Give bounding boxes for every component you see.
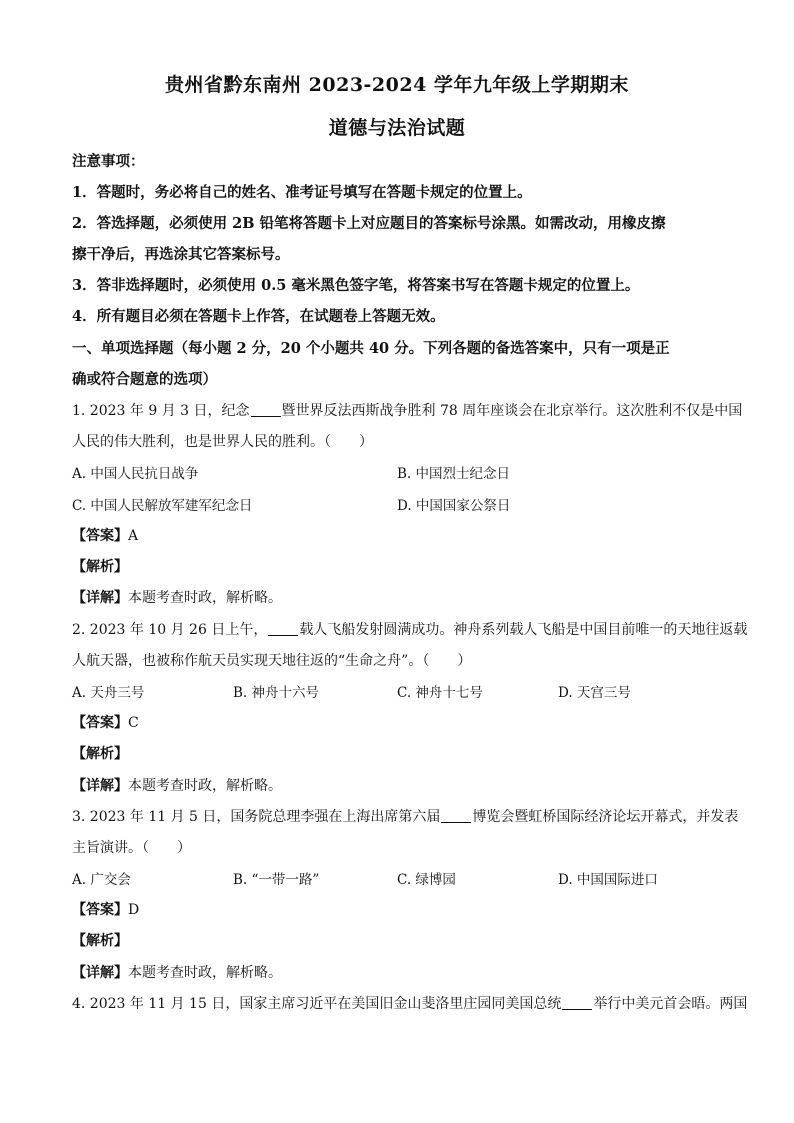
exam-subtitle: 道德与法治试题: [328, 117, 466, 139]
question-1-detail: [72, 587, 727, 607]
question-3-stem-pre: 3. 2023 年 11 月 5 日，国务院总理李强在上海出席第六届: [72, 809, 441, 825]
exam-title: 贵州省黔东南州 2023-2024 学年九年级上学期期末: [165, 74, 629, 96]
question-4-blank: [562, 995, 592, 1010]
question-3-option-d: D. 中国国际进口: [558, 872, 658, 888]
question-3-analysis: 【解析】: [72, 933, 128, 949]
question-2-option-d: D. 天宫三号: [558, 685, 631, 701]
question-1-option-b: B. 中国烈士纪念日: [397, 466, 511, 482]
notice-item-2-cont: 擦干净后，再选涂其它答案标号。: [72, 246, 290, 263]
question-1-answer: [72, 525, 727, 545]
question-2-stem-cont: 人航天器，也被称作航天员实现天地往返的“生命之舟”。（ ）: [72, 653, 472, 669]
question-3-blank: [441, 808, 471, 823]
question-1-stem: [72, 400, 743, 420]
answer-tag: 【答案】: [72, 715, 128, 731]
question-3-detail: [72, 962, 727, 982]
question-1-stem-cont: 人民的伟大胜利，也是世界人民的胜利。（ ）: [72, 434, 373, 450]
answer-tag: 【答案】: [72, 902, 128, 918]
question-1-option-c: C. 中国人民解放军建军纪念日: [72, 498, 253, 514]
detail-tag: 【详解】: [72, 965, 128, 981]
question-2-detail: [72, 775, 727, 795]
question-3-stem: [72, 806, 739, 826]
answer-tag: 【答案】: [72, 528, 128, 544]
question-2-answer: [72, 712, 727, 732]
question-1-option-d: D. 中国国家公祭日: [397, 498, 511, 514]
question-1-analysis: 【解析】: [72, 559, 128, 575]
question-1-stem-pre: 1. 2023 年 9 月 3 日，纪念: [72, 403, 250, 419]
notice-item-2: 2．答选择题，必须使用 2B 铅笔将答题卡上对应题目的答案标号涂黑。如需改动，用橡皮擦: [72, 215, 666, 232]
question-3-option-c: C. 绿博园: [397, 872, 456, 888]
question-2-option-b: B. 神舟十六号: [233, 685, 320, 701]
section-heading-cont: 确或符合题意的选项）: [72, 371, 217, 388]
question-3-detail-text: 本题考查时政，解析略。: [128, 965, 282, 981]
notice-heading: 注意事项：: [72, 153, 145, 170]
question-2-detail-text: 本题考查时政，解析略。: [128, 778, 282, 794]
question-4-stem-post: 举行中美元首会晤。两国: [593, 996, 748, 1012]
notice-item-3: 3．答非选择题时，必须使用 0.5 毫米黑色签字笔，将答案书写在答题卡规定的位置上。: [72, 277, 640, 294]
question-3-stem-cont: 主旨演讲。（ ）: [72, 840, 191, 856]
question-3-stem-post: 博览会暨虹桥国际经济论坛开幕式，并发表: [472, 809, 739, 825]
question-2-option-a: A. 天舟三号: [72, 685, 145, 701]
question-1-stem-post: 暨世界反法西斯战争胜利 78 周年座谈会在北京举行。这次胜利不仅是中国: [281, 403, 743, 419]
question-1-option-a: A. 中国人民抗日战争: [72, 466, 199, 482]
question-4-stem: [72, 993, 748, 1013]
notice-item-4: 4．所有题目必须在答题卡上作答，在试题卷上答题无效。: [72, 308, 445, 325]
question-2-option-c: C. 神舟十七号: [397, 685, 483, 701]
question-3-answer: [72, 899, 727, 919]
question-1-blank: [251, 402, 281, 417]
question-3-answer-value: D: [128, 902, 140, 918]
question-2-stem-pre: 2. 2023 年 10 月 26 日上午，: [72, 622, 268, 638]
question-1-detail-text: 本题考查时政，解析略。: [128, 590, 282, 606]
notice-item-1: 1．答题时，务必将自己的姓名、准考证号填写在答题卡规定的位置上。: [72, 184, 532, 201]
detail-tag: 【详解】: [72, 590, 128, 606]
section-heading: 一、单项选择题（每小题 2 分，20 个小题共 40 分。下列各题的备选答案中，只有一项是正: [72, 340, 670, 357]
detail-tag: 【详解】: [72, 778, 128, 794]
question-2-stem: [72, 619, 748, 639]
question-2-analysis: 【解析】: [72, 746, 128, 762]
question-1-answer-value: A: [128, 528, 139, 544]
question-3-option-b: B. “一带一路”: [233, 872, 320, 888]
question-3-option-a: A. 广交会: [72, 872, 131, 888]
question-2-stem-post: 载人飞船发射圆满成功。神舟系列载人飞船是中国目前唯一的天地往返载: [299, 622, 748, 638]
question-2-blank: [268, 621, 298, 636]
question-2-answer-value: C: [128, 715, 139, 731]
question-4-stem-pre: 4. 2023 年 11 月 15 日，国家主席习近平在美国旧金山斐洛里庄园同美国总统: [72, 996, 562, 1012]
